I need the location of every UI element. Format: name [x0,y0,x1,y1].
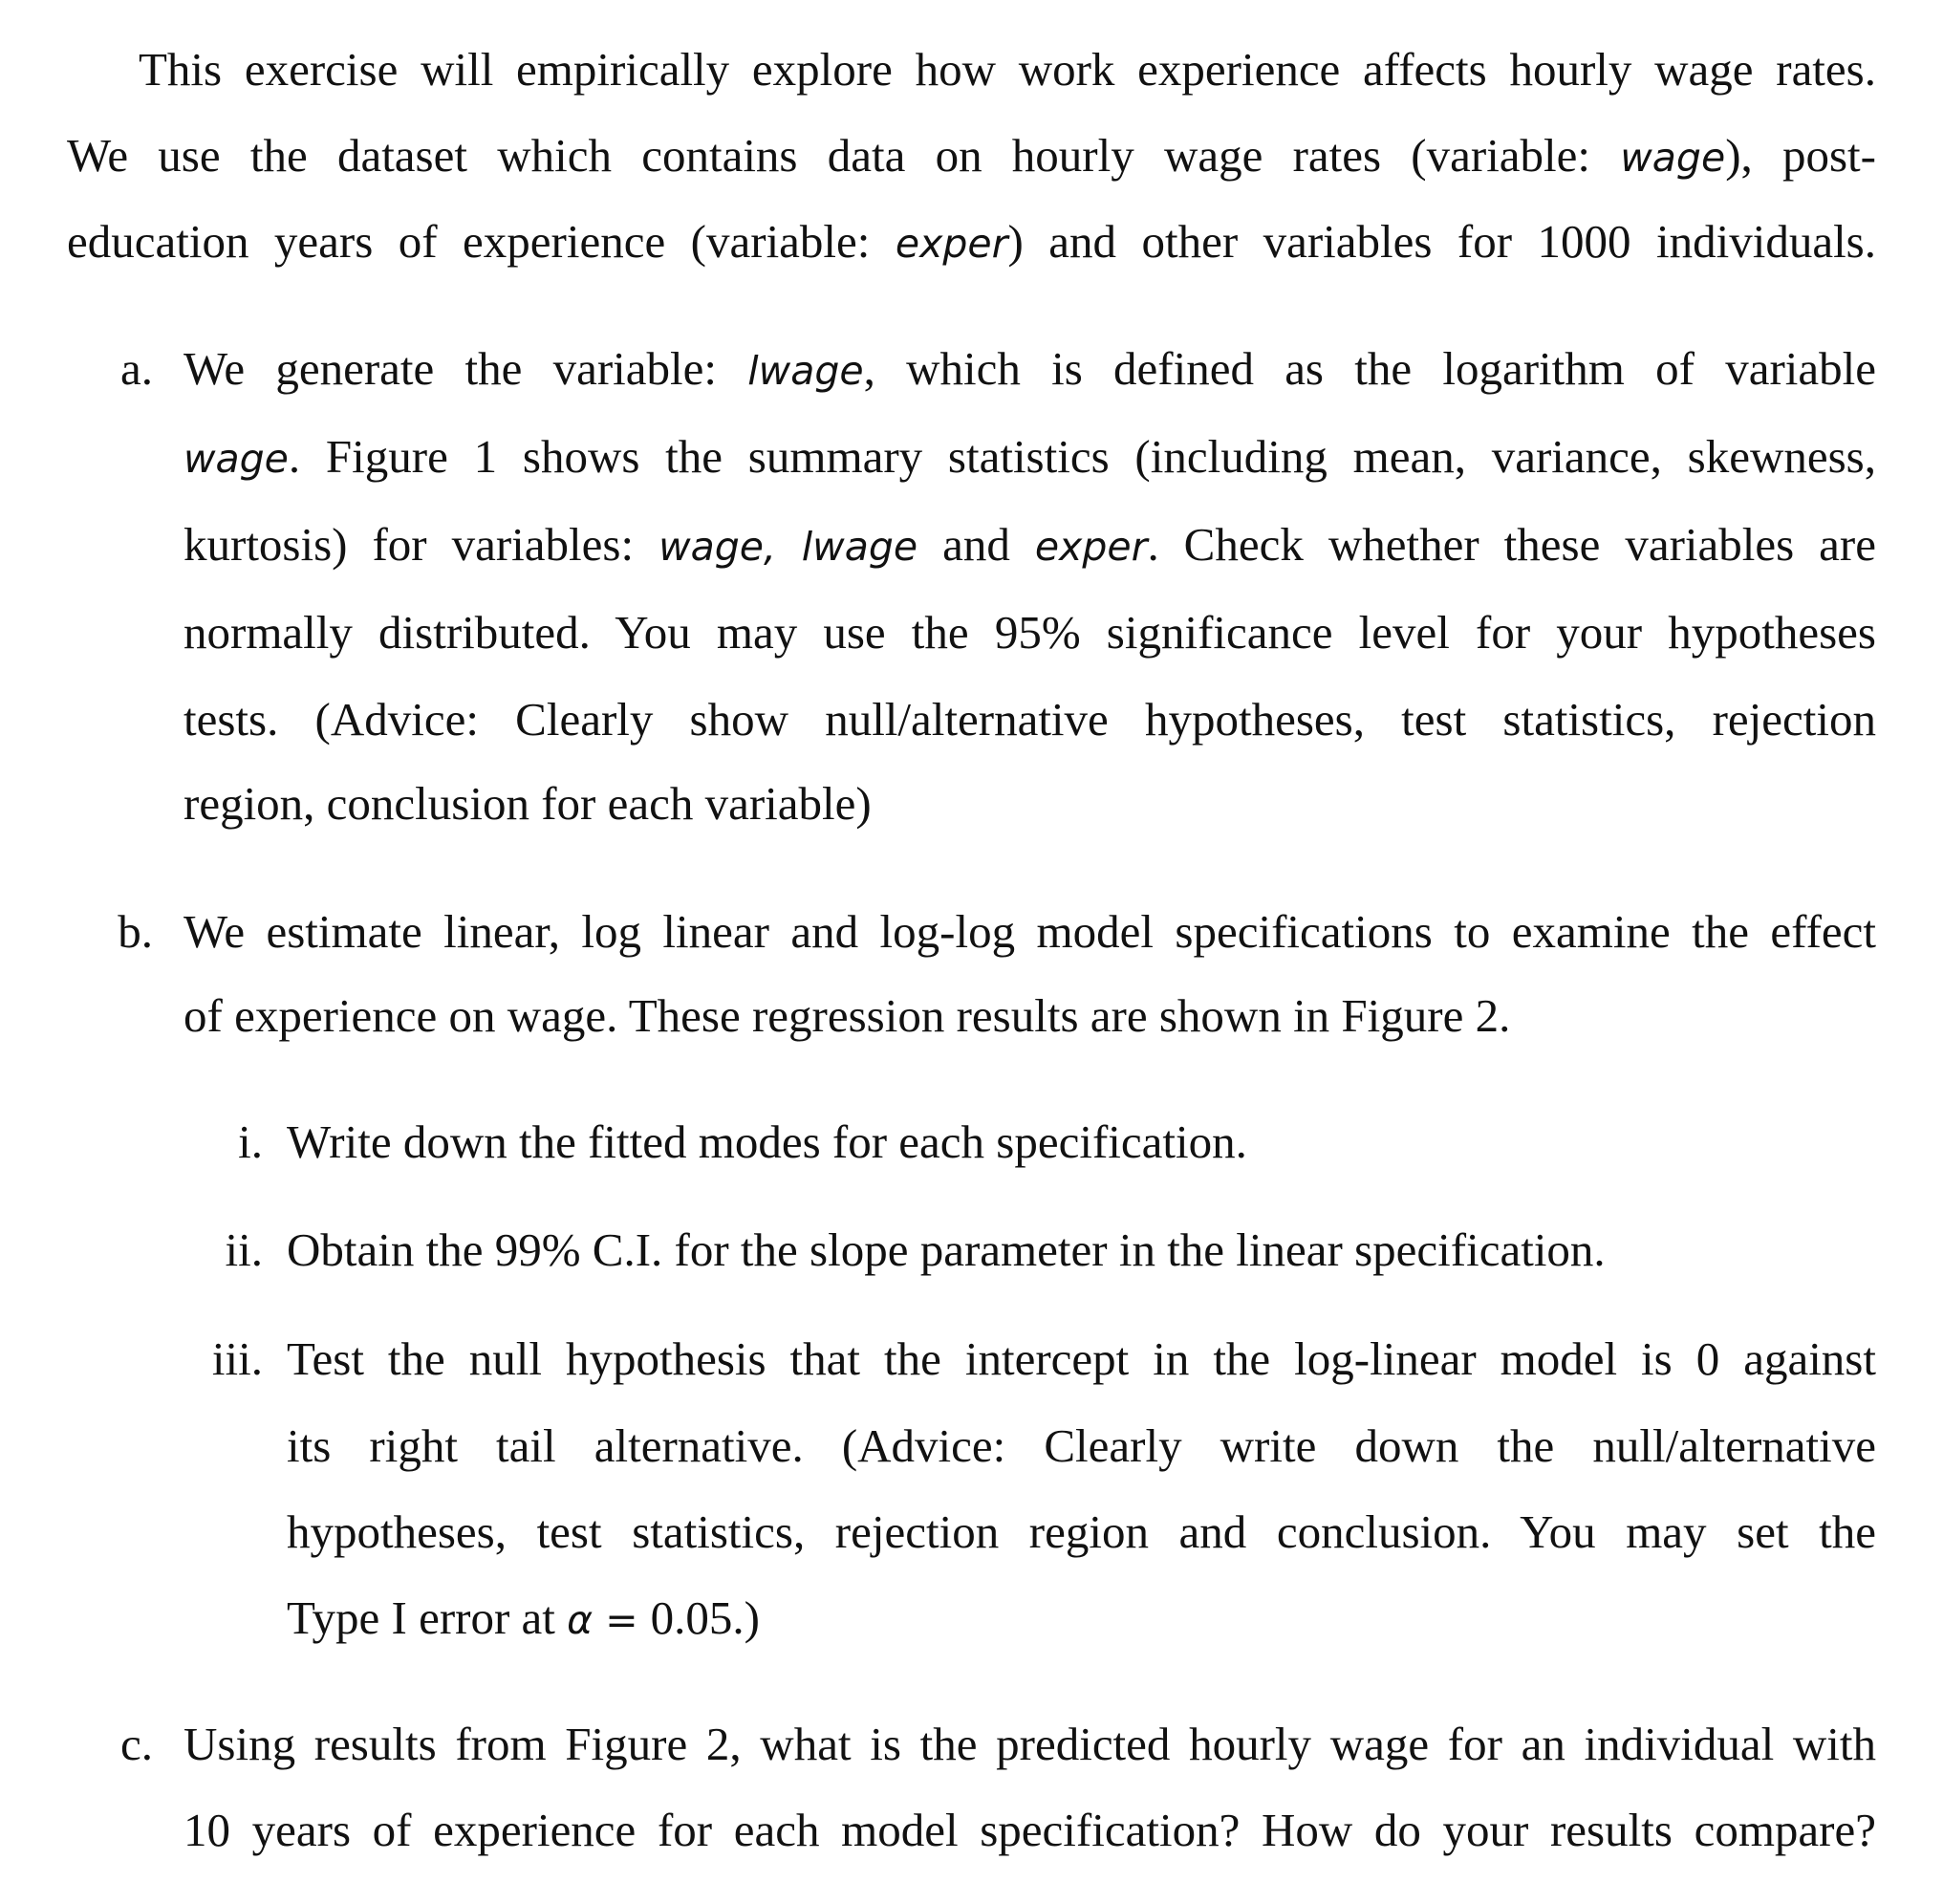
part-c-marker: c. [120,1718,153,1770]
part-a-text-1b: , which is defined as the logarithm of variable [863,342,1876,395]
intro-text-2a: We use the dataset which contains data on hourly wage rates (variable: [67,129,1621,182]
sub-iii-line-1: Test the null hypothesis that the intercept in the log-linear model is 0 against [287,1332,1876,1385]
intro-text-3b: ) and other variables for 1000 individuals. [1007,215,1876,268]
sub-ii-text: Obtain the 99% C.I. for the slope parameter in the linear specification. [287,1223,1606,1276]
part-b-line-2: of experience on wage. These regression results are shown in Figure 2. [184,989,1511,1042]
part-a-line-1 [184,342,1876,395]
part-a-text-1a: We generate the variable: [184,342,748,395]
variable-exper: exper [895,221,1008,267]
intro-text-1: This exercise will empirically explore how work experience affects hourly wage rates. [139,43,1876,96]
part-a-line-5: tests. (Advice: Clearly show null/alternative hypotheses, test statistics, rejection [184,693,1876,746]
part-a-line-3 [184,518,1876,571]
sub-iii-text-4a: Type I error at [287,1591,568,1644]
variables-wage-lwage: wage, lwage [658,524,918,570]
part-c-line-1: Using results from Figure 2, what is the predicted hourly wage for an individual with [184,1718,1876,1770]
part-a-text-3c: . Check whether these variables are [1147,518,1876,571]
intro-line-1 [139,43,1876,96]
intro-text-2b: ), post- [1725,129,1876,182]
sub-iii-line-2: its right tail alternative. (Advice: Clearly write down the null/alternative [287,1419,1876,1472]
part-c-line-2: 10 years of experience for each model specification? How do your results compare? [184,1804,1876,1856]
part-a-line-4: normally distributed. You may use the 95% significance level for your hypotheses [184,606,1876,659]
part-a-line-6: region, conclusion for each variable) [184,777,872,830]
sub-i-marker: i. [238,1115,263,1168]
part-b-marker: b. [118,905,153,958]
intro-text-3a: education years of experience (variable: [67,215,896,268]
sub-iii-line-4 [287,1591,760,1644]
variable-lwage: lwage [747,348,864,394]
part-a-marker: a. [120,342,153,395]
sub-iii-marker: iii. [211,1332,263,1385]
intro-line-3 [67,215,1876,268]
sub-iii-text-4b: 0.05.) [650,1591,760,1644]
part-a-text-3b: and [918,518,1035,571]
part-b-line-1: We estimate linear, log linear and log-log model specifications to examine the effect [184,905,1876,958]
part-a-text-3a: kurtosis) for variables: [184,518,659,571]
sub-ii-marker: ii. [225,1223,263,1276]
variable-wage: wage [184,436,289,482]
part-a-line-2 [184,430,1876,483]
variable-exper: exper [1034,524,1148,570]
sub-iii-line-3: hypotheses, test statistics, rejection region and conclusion. You may set the [287,1505,1876,1558]
sub-i-text: Write down the fitted modes for each specification. [287,1115,1247,1168]
alpha-symbol: α [567,1597,594,1643]
intro-line-2 [67,129,1876,182]
part-a-text-2b: . Figure 1 shows the summary statistics (including mean, variance, skewness, [288,430,1876,483]
equals-sign: = [593,1597,651,1643]
variable-wage: wage [1620,135,1726,181]
